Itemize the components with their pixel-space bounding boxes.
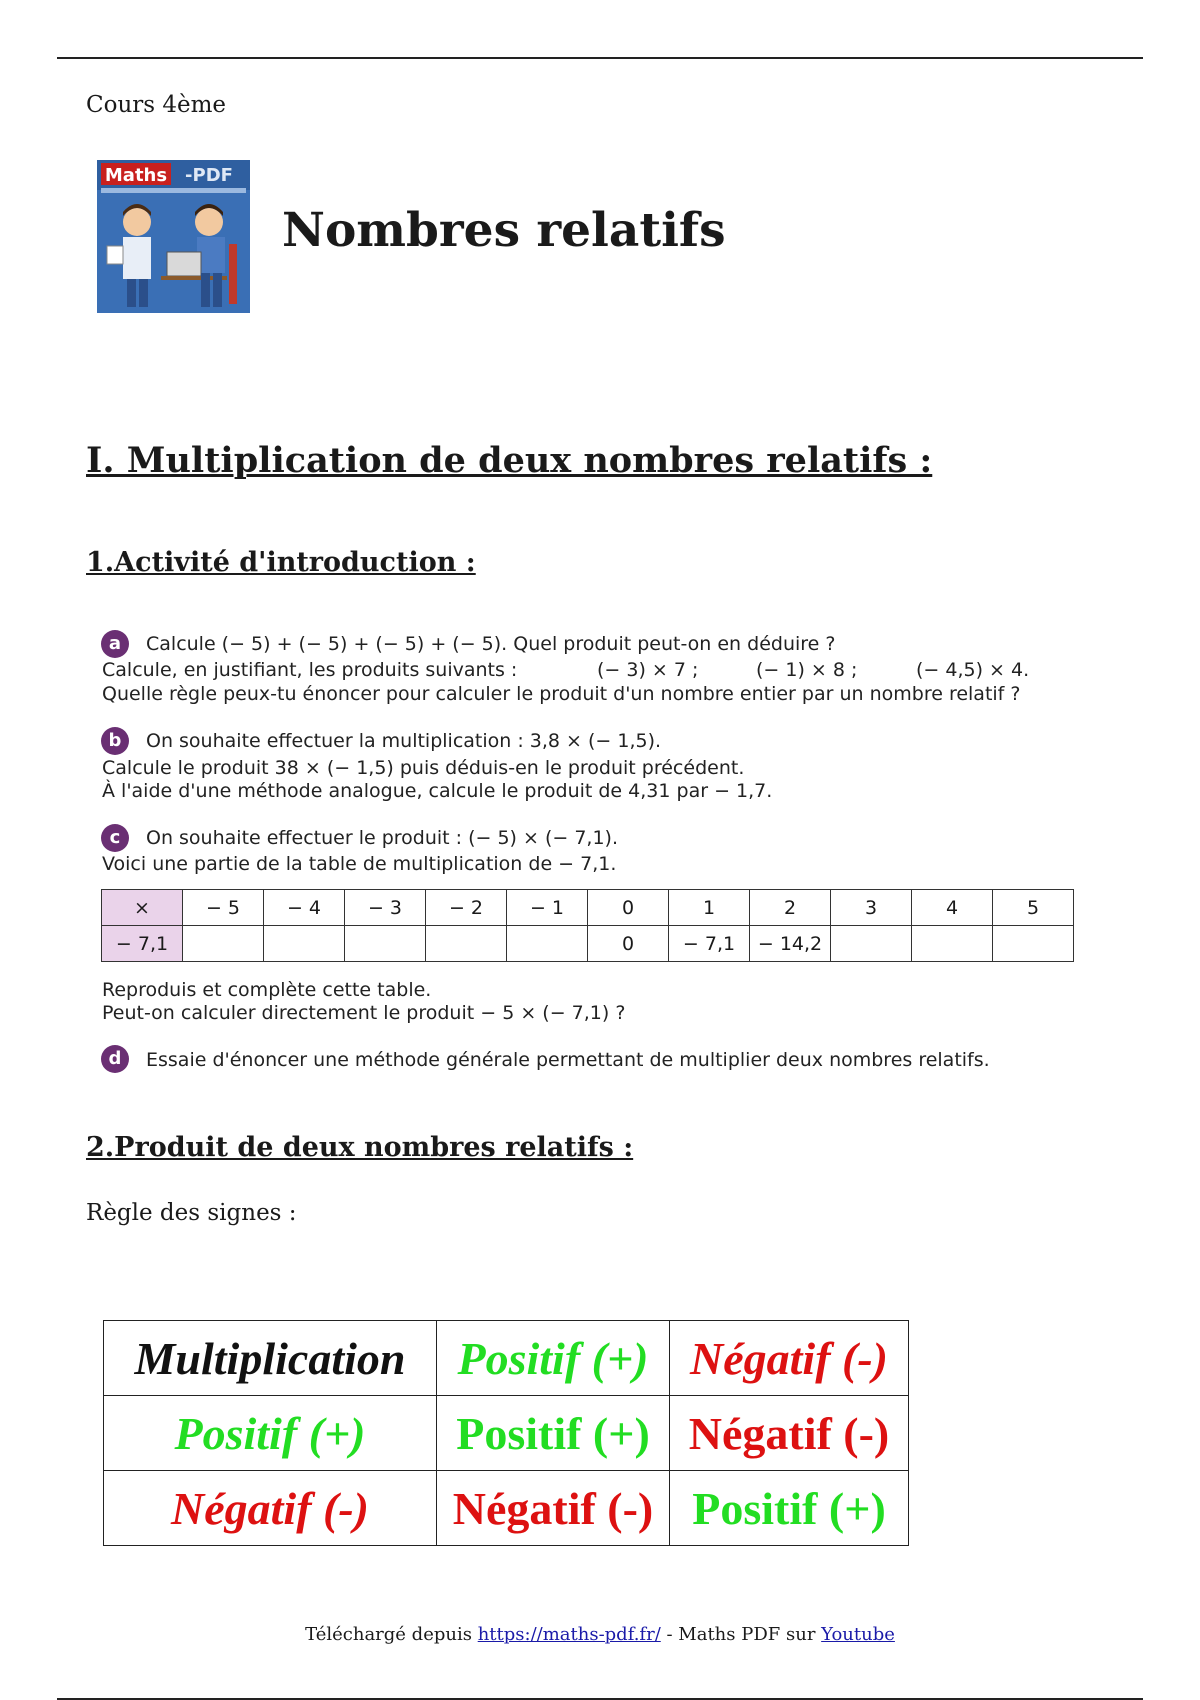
signs-result-nn: Positif (+) (670, 1471, 909, 1546)
signs-result-pp: Positif (+) (437, 1396, 670, 1471)
footer-prefix: Téléchargé depuis (305, 1624, 478, 1645)
table-cell: − 14,2 (750, 926, 831, 962)
activity-c-line3: Reproduis et complète cette table. (102, 979, 432, 1001)
activity-b-line1: On souhaite effectuer la multiplication : 3,8 × (− 1,5). (146, 730, 662, 752)
table-row (104, 1321, 909, 1396)
table-cell: − 7,1 (102, 926, 183, 962)
activity-a-line3: Quelle règle peux-tu énoncer pour calculer le produit d'un nombre entier par un nombre relatif ? (102, 683, 1021, 705)
signs-col-negative: Négatif (-) (670, 1321, 909, 1396)
activity-c-line1: On souhaite effectuer le produit : (− 5) × (− 7,1). (146, 827, 619, 849)
table-cell (345, 926, 426, 962)
activity-d-line1: Essaie d'énoncer une méthode générale permettant de multiplier deux nombres relatifs. (146, 1049, 990, 1071)
activity-c-line4: Peut-on calculer directement le produit − 5 × (− 7,1) ? (102, 1002, 626, 1024)
table-row (104, 1396, 909, 1471)
table-cell (507, 926, 588, 962)
table-row-header (102, 890, 1074, 926)
table-cell: 0 (588, 890, 669, 926)
activity-c-line2: Voici une partie de la table de multiplication de − 7,1. (102, 853, 617, 875)
table-cell (993, 926, 1074, 962)
svg-text:Maths: Maths (104, 165, 168, 186)
table-cell: − 3 (345, 890, 426, 926)
badge-a: a (101, 630, 129, 658)
signs-col-positive: Positif (+) (437, 1321, 670, 1396)
table-cell: − 5 (183, 890, 264, 926)
table-cell: × (102, 890, 183, 926)
badge-d: d (101, 1045, 129, 1073)
table-row-values (102, 926, 1074, 962)
table-cell: 5 (993, 890, 1074, 926)
table-row (104, 1471, 909, 1546)
footer-middle: - Maths PDF sur (660, 1624, 822, 1645)
section-heading: I. Multiplication de deux nombres relatifs : (86, 440, 933, 481)
table-cell: 2 (750, 890, 831, 926)
maths-pdf-link[interactable]: https://maths-pdf.fr/ (477, 1624, 661, 1645)
svg-text:-PDF: -PDF (185, 165, 233, 186)
activity-b-line3: À l'aide d'une méthode analogue, calcule le produit de 4,31 par − 1,7. (102, 780, 773, 802)
top-rule (57, 57, 1143, 59)
table-cell: 0 (588, 926, 669, 962)
signs-result-pn: Négatif (-) (670, 1396, 909, 1471)
page-title: Nombres relatifs (282, 203, 726, 258)
badge-b: b (101, 727, 129, 755)
youtube-link[interactable]: Youtube (821, 1624, 895, 1645)
table-cell: − 7,1 (669, 926, 750, 962)
table-cell: 1 (669, 890, 750, 926)
activity-b-line2: Calcule le produit 38 × (− 1,5) puis déduis-en le produit précédent. (102, 757, 745, 779)
signs-row-negative: Négatif (-) (104, 1471, 437, 1546)
table-cell: − 2 (426, 890, 507, 926)
multiplication-table (101, 889, 1074, 962)
activity-a-product-3: (− 4,5) × 4. (916, 659, 1030, 681)
table-cell: 4 (912, 890, 993, 926)
footer (0, 1624, 1200, 1645)
table-cell: − 1 (507, 890, 588, 926)
table-cell (912, 926, 993, 962)
maths-pdf-logo (97, 160, 250, 313)
table-cell (426, 926, 507, 962)
table-cell: 3 (831, 890, 912, 926)
badge-c: c (101, 824, 129, 852)
course-label: Cours 4ème (86, 92, 227, 118)
activity-a-line1: Calcule (− 5) + (− 5) + (− 5) + (− 5). Quel produit peut-on en déduire ? (146, 633, 836, 655)
subsection-heading-1: 1.Activité d'introduction : (86, 547, 476, 578)
table-cell (183, 926, 264, 962)
signs-table (103, 1320, 909, 1546)
table-cell (831, 926, 912, 962)
activity-a-line2: Calcule, en justifiant, les produits suivants : (102, 659, 518, 681)
activity-a-product-1: (− 3) × 7 ; (597, 659, 699, 681)
signs-rule-label: Règle des signes : (86, 1200, 297, 1226)
table-cell: − 4 (264, 890, 345, 926)
signs-row-positive: Positif (+) (104, 1396, 437, 1471)
activity-a-product-2: (− 1) × 8 ; (756, 659, 858, 681)
signs-result-np: Négatif (-) (437, 1471, 670, 1546)
subsection-heading-2: 2.Produit de deux nombres relatifs : (86, 1132, 634, 1163)
signs-corner-cell: Multiplication (104, 1321, 437, 1396)
table-cell (264, 926, 345, 962)
